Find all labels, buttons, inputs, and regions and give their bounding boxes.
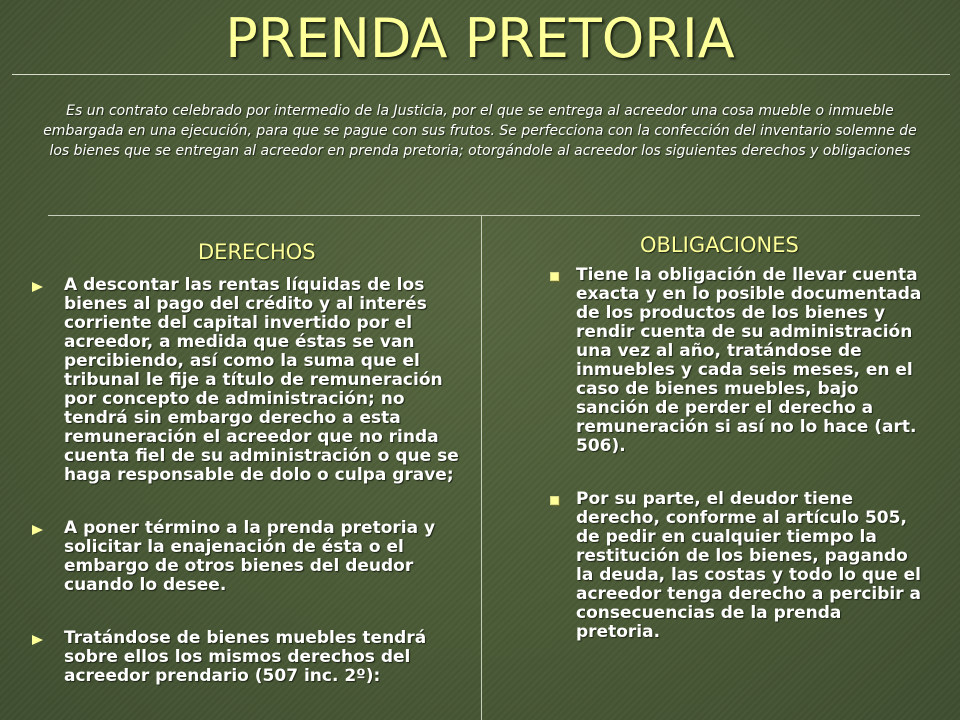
derechos-item-text: Tratándose de bienes muebles tendrá sobre ellos los mismos derechos del acreedor prendario (507 inc. 2º): bbox=[64, 628, 427, 686]
derechos-item-text: A descontar las rentas líquidas de los bienes al pago del crédito y al interés corriente del capital invertido por el acreedor, a medida que éstas se van percibiendo, así como la suma que el tribunal le fije a título de remuneración por concepto de administración; no tendrá sin embargo derecho a esta remuneración el acreedor que no rinda cuenta fiel de su administración o que se haga responsable de dolo o culpa grave; bbox=[64, 275, 459, 485]
derechos-item bbox=[30, 629, 460, 686]
derechos-list bbox=[30, 276, 460, 720]
triangle-bullet-icon bbox=[32, 635, 43, 645]
intro-paragraph: Es un contrato celebrado por intermedio de la Justicia, por el que se entrega al acreedor una cosa mueble o inmueble embargada en una ejecución, para que se pague con sus frutos. Se perfecciona con la confección del inventario solemne de los bienes que se entregan al acreedor en prenda pretoria; otorgándole al acreedor los siguientes derechos y obligaciones bbox=[43, 103, 917, 159]
derechos-heading: DERECHOS bbox=[198, 240, 316, 264]
column-divider bbox=[481, 215, 482, 720]
obligaciones-item bbox=[548, 266, 928, 456]
derechos-item bbox=[30, 276, 460, 485]
square-bullet-icon bbox=[550, 496, 559, 505]
derechos-item-text: A poner término a la prenda pretoria y solicitar la enajenación de ésta o el embargo de otros bienes del deudor cuando lo desee. bbox=[64, 518, 436, 595]
triangle-bullet-icon bbox=[32, 282, 43, 292]
section-divider bbox=[48, 215, 920, 216]
triangle-bullet-icon bbox=[32, 525, 43, 535]
derechos-item bbox=[30, 519, 460, 595]
obligaciones-item-text: Por su parte, el deudor tiene derecho, conforme al artículo 505, de pedir en cualquier tiempo la restitución de los bienes, pagando la deuda, las costas y todo lo que el acreedor tenga derecho a percibir a consecuencias de la prenda pretoria. bbox=[576, 489, 921, 642]
obligaciones-item bbox=[548, 490, 928, 642]
obligaciones-item-text: Tiene la obligación de llevar cuenta exacta y en lo posible documentada de los productos de los bienes y rendir cuenta de su administración una vez al año, tratándose de inmuebles y cada seis meses, en el caso de bienes muebles, bajo sanción de perder el derecho a remuneración si así no lo hace (art. 506). bbox=[576, 265, 922, 456]
obligaciones-heading: OBLIGACIONES bbox=[640, 233, 799, 257]
square-bullet-icon bbox=[550, 272, 559, 281]
slide-title: PRENDA PRETORIA bbox=[225, 7, 735, 70]
title-divider bbox=[12, 74, 950, 75]
obligaciones-list bbox=[548, 266, 928, 676]
